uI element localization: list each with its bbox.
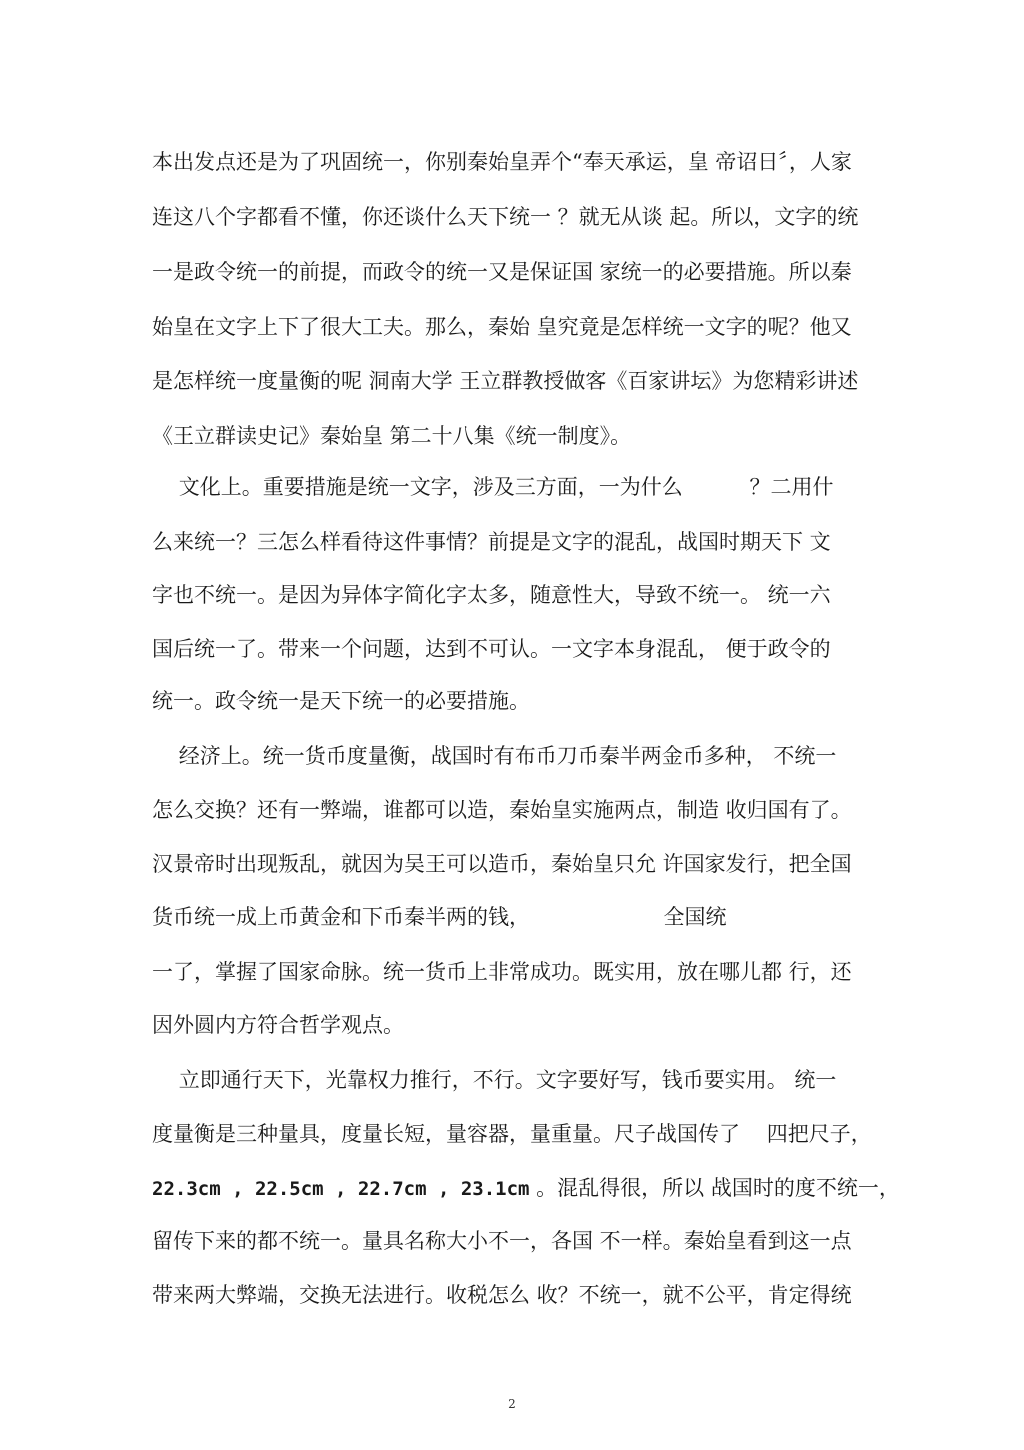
paragraph-1-line-1: 本出发点还是为了巩固统一，你别秦始皇弄个“奉天承运，皇 帝诏日〞，人家 [152, 150, 852, 174]
paragraph-3-line-5: 一了，掌握了国家命脉。统一货币上非常成功。既实用，放在哪儿都 行，还 [152, 960, 852, 984]
paragraph-3-line-2: 怎么交换？还有一弊端，谁都可以造，秦始皇实施两点，制造 收归国有了。 [152, 798, 852, 822]
paragraph-4-line-3-rest: 。混乱得很，所以 战国时的度不统一， [529, 1176, 900, 1200]
paragraph-4-line-5: 带来两大弊端，交换无法进行。收税怎么 收？不统一，就不公平，肯定得统 [152, 1283, 852, 1307]
paragraph-3-line-4: 货币统一成上币黄金和下币秦半两的钱， 全国统 [152, 905, 727, 929]
paragraph-2-line-3: 字也不统一。是因为异体字简化字太多，随意性大，导致不统一。 统一六 [152, 583, 831, 607]
paragraph-1-line-2: 连这八个字都看不懂，你还谈什么天下统一 ？就无从谈 起。所以，文字的统 [152, 205, 859, 229]
paragraph-1-line-4: 始皇在文字上下了很大工夫。那么，秦始 皇究竟是怎样统一文字的呢？他又 [152, 315, 852, 339]
paragraph-4-line-3 [152, 1173, 900, 1203]
paragraph-1-line-3: 一是政令统一的前提，而政令的统一又是保证国 家统一的必要措施。所以秦 [152, 260, 852, 284]
paragraph-2-line-1: 文化上。重要措施是统一文字，涉及三方面，一为什么 ？二用什 [152, 475, 834, 499]
paragraph-2-line-4: 国后统一了。带来一个问题，达到不可认。一文字本身混乱， 便于政令的 [152, 637, 831, 661]
paragraph-3-line-3: 汉景帝时出现叛乱，就因为吴王可以造币，秦始皇只允 许国家发行，把全国 [152, 852, 852, 876]
paragraph-2-line-2: 么来统一？三怎么样看待这件事情？前提是文字的混乱，战国时期天下 文 [152, 530, 831, 554]
paragraph-2-line-5: 统一。政令统一是天下统一的必要措施。 [152, 689, 530, 713]
page-number: 2 [508, 1397, 516, 1411]
paragraph-1-line-6: 《王立群读史记》秦始皇 第二十八集《统一制度》。 [152, 424, 632, 448]
paragraph-3-line-6: 因外圆内方符合哲学观点。 [152, 1013, 404, 1037]
paragraph-3-line-1: 经济上。统一货币度量衡，战国时有布币刀币秦半两金币多种， 不统一 [152, 744, 837, 768]
paragraph-4-line-1: 立即通行天下，光靠权力推行，不行。文字要好写，钱币要实用。 统一 [152, 1068, 837, 1092]
paragraph-4-line-4: 留传下来的都不统一。量具名称大小不一，各国 不一样。秦始皇看到这一点 [152, 1229, 852, 1253]
ruler-measurements: 22.3cm , 22.5cm , 22.7cm , 23.1cm [152, 1178, 530, 1200]
paragraph-1-line-5: 是怎样统一度量衡的呢 洞南大学 王立群教授做客《百家讲坛》为您精彩讲述 [152, 369, 859, 393]
paragraph-4-line-2: 度量衡是三种量具，度量长短，量容器，量重量。尺子战国传了 四把尺子， [152, 1122, 872, 1146]
